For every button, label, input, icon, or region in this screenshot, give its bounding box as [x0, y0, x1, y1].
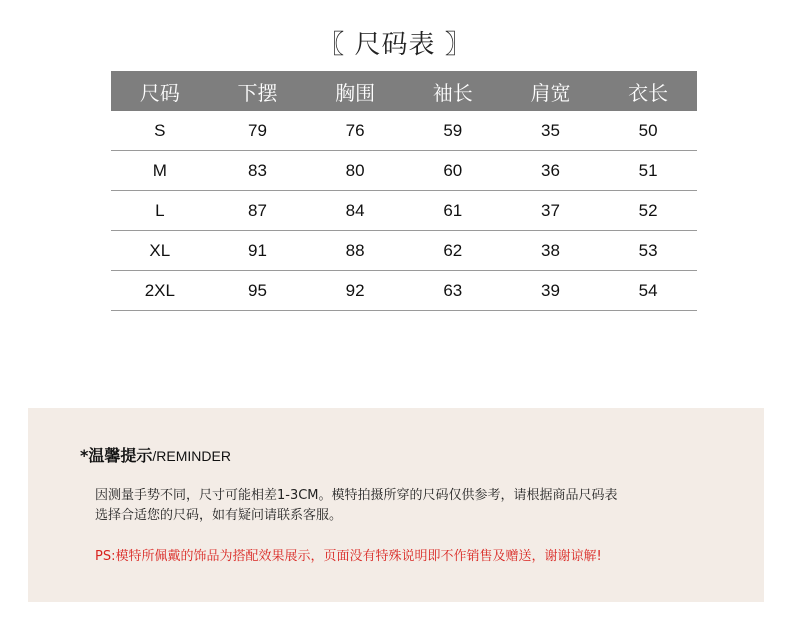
reminder-ps-note: PS:模特所佩戴的饰品为搭配效果展示，页面没有特殊说明即不作销售及赠送，谢谢谅解! [95, 549, 602, 564]
table-cell: 88 [306, 231, 404, 271]
table-cell: 59 [404, 111, 502, 151]
header-sleeve: 袖长 [404, 71, 502, 111]
table-cell: 79 [209, 111, 307, 151]
table-header-row [111, 71, 697, 111]
table-cell: 51 [599, 151, 697, 191]
table-cell: 62 [404, 231, 502, 271]
reminder-body [95, 486, 735, 526]
table-row [111, 231, 697, 271]
reminder-panel [28, 408, 764, 602]
table-cell: M [111, 151, 209, 191]
table-row [111, 151, 697, 191]
header-length: 衣长 [599, 71, 697, 111]
table-row [111, 271, 697, 311]
table-cell: 54 [599, 271, 697, 311]
size-chart-table [111, 71, 697, 311]
table-cell: 87 [209, 191, 307, 231]
table-cell: 37 [502, 191, 600, 231]
table-cell: 60 [404, 151, 502, 191]
reminder-title [80, 443, 231, 466]
reminder-line-2: 选择合适您的尺码，如有疑问请联系客服。 [95, 508, 343, 523]
header-shoulder: 肩宽 [502, 71, 600, 111]
table-cell: 91 [209, 231, 307, 271]
table-cell: S [111, 111, 209, 151]
table-cell: 61 [404, 191, 502, 231]
table-cell: 92 [306, 271, 404, 311]
table-cell: 63 [404, 271, 502, 311]
header-chest: 胸围 [306, 71, 404, 111]
page-title: 〖 尺码表 〗 [318, 30, 472, 60]
table-cell: XL [111, 231, 209, 271]
table-cell: 52 [599, 191, 697, 231]
table-cell: 39 [502, 271, 600, 311]
reminder-title-zh: *温馨提示 [80, 446, 153, 465]
reminder-title-en: /REMINDER [152, 448, 231, 464]
table-cell: 95 [209, 271, 307, 311]
table-cell: 2XL [111, 271, 209, 311]
table-cell: L [111, 191, 209, 231]
table-cell: 53 [599, 231, 697, 271]
header-size: 尺码 [111, 71, 209, 111]
table-cell: 84 [306, 191, 404, 231]
table-cell: 83 [209, 151, 307, 191]
table-cell: 38 [502, 231, 600, 271]
table-cell: 50 [599, 111, 697, 151]
table-row [111, 111, 697, 151]
table-cell: 36 [502, 151, 600, 191]
table-cell: 80 [306, 151, 404, 191]
reminder-line-1: 因测量手势不同，尺寸可能相差1-3CM。模特拍摄所穿的尺码仅供参考，请根据商品尺码表 [95, 488, 618, 503]
table-row [111, 191, 697, 231]
table-cell: 35 [502, 111, 600, 151]
header-hem: 下摆 [209, 71, 307, 111]
table-cell: 76 [306, 111, 404, 151]
